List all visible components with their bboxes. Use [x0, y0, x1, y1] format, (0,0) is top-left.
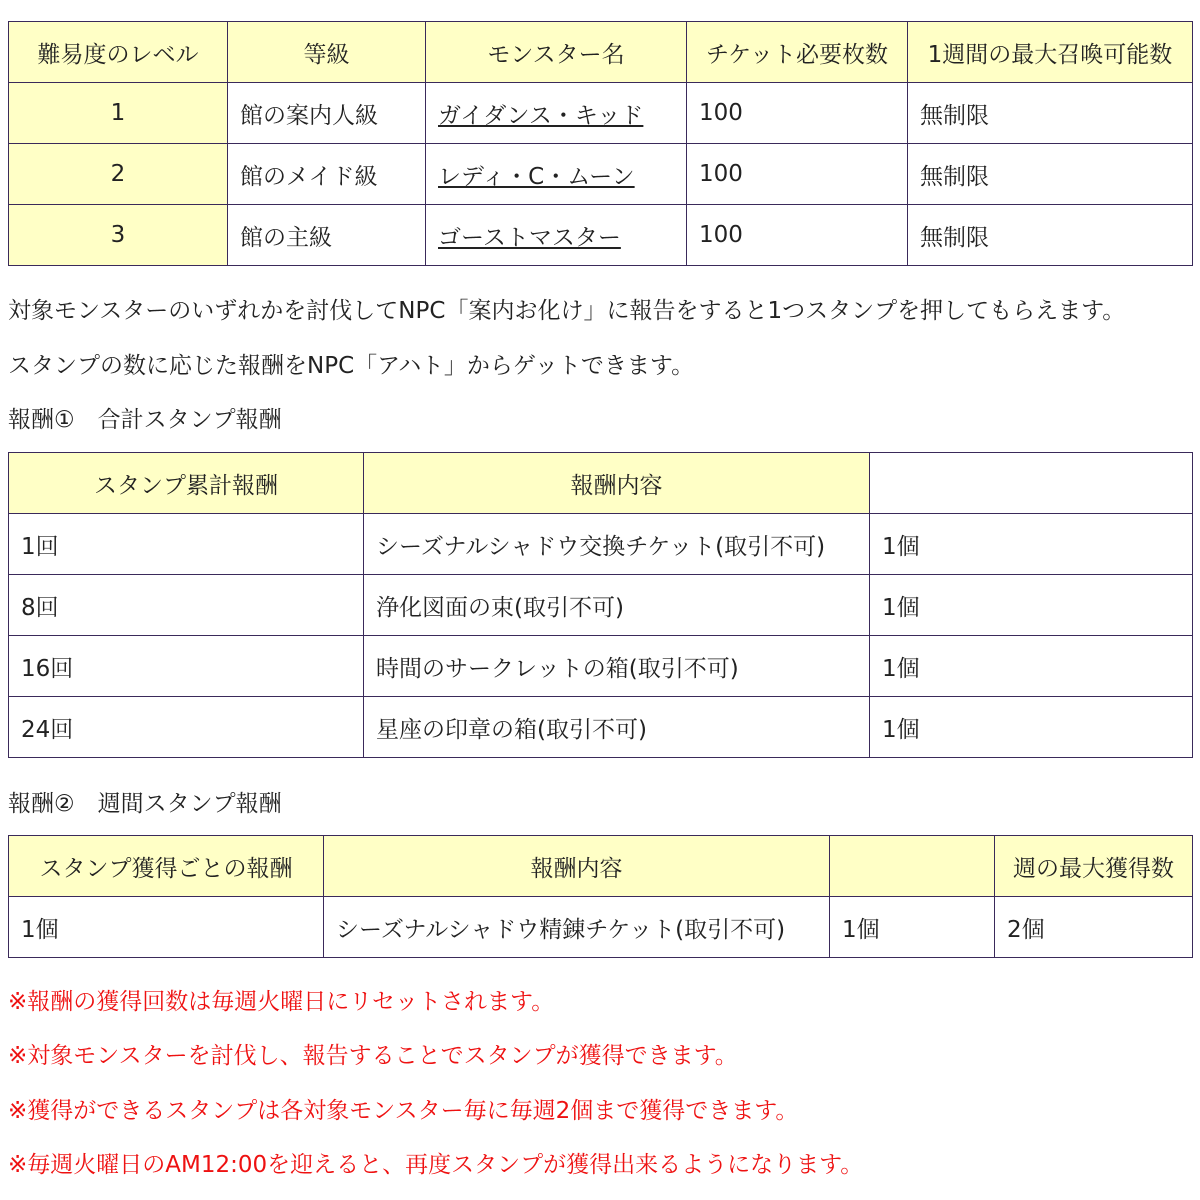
description-paragraph-2: スタンプの数に応じた報酬をNPC「アハト」からゲットできます。	[8, 353, 695, 379]
max-cell: 無制限	[908, 205, 1193, 266]
table-row	[9, 897, 1193, 958]
count-cell: 16回	[9, 636, 364, 697]
qty-cell: 1個	[870, 697, 1193, 758]
qty-cell: 1個	[870, 636, 1193, 697]
tickets-cell: 100	[687, 83, 908, 144]
note-limit: ※獲得ができるスタンプは各対象モンスター毎に毎週2個まで獲得できます。	[8, 1098, 799, 1124]
table-header-row	[9, 453, 1193, 514]
note-reset-time: ※毎週火曜日のAM12:00を迎えると、再度スタンプが獲得出来るようになります。	[8, 1152, 864, 1178]
count-cell: 8回	[9, 575, 364, 636]
monster-cell	[426, 205, 687, 266]
grade-cell: 館の主級	[228, 205, 426, 266]
header-grade: 等級	[228, 22, 426, 83]
table-row	[9, 514, 1193, 575]
table-row	[9, 636, 1193, 697]
table-row	[9, 205, 1193, 266]
table-row	[9, 144, 1193, 205]
weekly-reward-table	[8, 835, 1193, 958]
table-header-row	[9, 836, 1193, 897]
monster-cell	[426, 83, 687, 144]
item-cell: シーズナルシャドウ精錬チケット(取引不可)	[324, 897, 830, 958]
max-cell: 無制限	[908, 83, 1193, 144]
monster-cell	[426, 144, 687, 205]
tickets-cell: 100	[687, 205, 908, 266]
monster-table	[8, 21, 1193, 266]
note-reset: ※報酬の獲得回数は毎週火曜日にリセットされます。	[8, 989, 555, 1015]
tickets-cell: 100	[687, 144, 908, 205]
reward-1-title: 報酬① 合計スタンプ報酬	[8, 407, 282, 433]
header-per-stamp: スタンプ獲得ごとの報酬	[9, 836, 324, 897]
item-cell: 星座の印章の箱(取引不可)	[364, 697, 870, 758]
per-cell: 1個	[9, 897, 324, 958]
item-cell: シーズナルシャドウ交換チケット(取引不可)	[364, 514, 870, 575]
monster-link[interactable]: レディ・C・ムーン	[438, 163, 635, 190]
header-reward-content: 報酬内容	[364, 453, 870, 514]
level-cell: 3	[9, 205, 228, 266]
count-cell: 1回	[9, 514, 364, 575]
header-max-summons: 1週間の最大召喚可能数	[908, 22, 1193, 83]
table-row	[9, 83, 1193, 144]
item-cell: 時間のサークレットの箱(取引不可)	[364, 636, 870, 697]
table-header-row	[9, 22, 1193, 83]
header-monster: モンスター名	[426, 22, 687, 83]
count-cell: 24回	[9, 697, 364, 758]
qty-cell: 1個	[830, 897, 995, 958]
header-reward-content: 報酬内容	[324, 836, 830, 897]
header-weekly-max: 週の最大獲得数	[995, 836, 1193, 897]
header-stamp-count: スタンプ累計報酬	[9, 453, 364, 514]
header-level: 難易度のレベル	[9, 22, 228, 83]
table-row	[9, 575, 1193, 636]
cumulative-reward-table	[8, 452, 1193, 758]
grade-cell: 館のメイド級	[228, 144, 426, 205]
qty-cell: 1個	[870, 514, 1193, 575]
level-cell: 2	[9, 144, 228, 205]
note-how-to-get: ※対象モンスターを討伐し、報告することでスタンプが獲得できます。	[8, 1043, 738, 1069]
header-empty	[830, 836, 995, 897]
grade-cell: 館の案内人級	[228, 83, 426, 144]
level-cell: 1	[9, 83, 228, 144]
header-tickets: チケット必要枚数	[687, 22, 908, 83]
monster-link[interactable]: ゴーストマスター	[438, 224, 621, 251]
max-cell: 無制限	[908, 144, 1193, 205]
qty-cell: 1個	[870, 575, 1193, 636]
item-cell: 浄化図面の束(取引不可)	[364, 575, 870, 636]
max-cell: 2個	[995, 897, 1193, 958]
monster-link[interactable]: ガイダンス・キッド	[438, 102, 644, 129]
reward-2-title: 報酬② 週間スタンプ報酬	[8, 791, 282, 817]
description-paragraph-1: 対象モンスターのいずれかを討伐してNPC「案内お化け」に報告をすると1つスタンプを押してもらえます。	[8, 298, 1126, 324]
table-row	[9, 697, 1193, 758]
header-empty	[870, 453, 1193, 514]
